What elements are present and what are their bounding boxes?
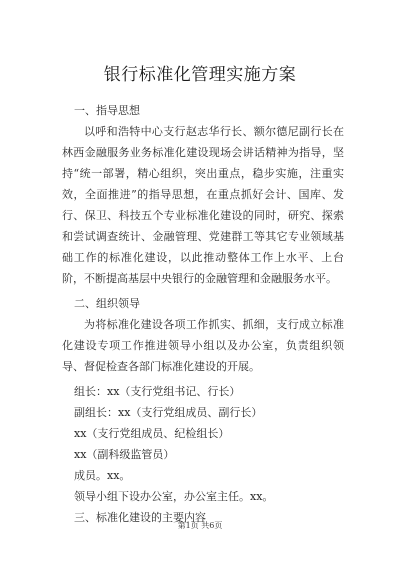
document-title: 银行标准化管理实施方案 (103, 65, 297, 85)
org-line-leader: 组长：xx（支行党组书记、行长） (74, 385, 241, 398)
section-paragraph-2: 为将标准化建设各项工作抓实、抓细，支行成立标准化建设专项工作推进领导小组以及办公室，负责组织领导、督促检查各部门标准化建设的开展。 (62, 318, 344, 373)
org-line-discipline: xx（支行党组成员、纪检组长） (74, 427, 230, 440)
page-footer: 第1页 共6页 (177, 521, 223, 530)
org-line-supervisor: xx（副科级监管员） (74, 448, 175, 461)
section-heading-3: 三、标准化建设的主要内容 (74, 511, 206, 524)
org-line-members: 成员。xx。 (74, 469, 131, 482)
org-line-deputy: 副组长：xx（支行党组成员、副行长） (74, 406, 263, 419)
document-body (62, 100, 344, 528)
org-line-office: 领导小组下设办公室，办公室主任。xx。 (74, 490, 274, 503)
section-heading-2: 二、组织领导 (74, 297, 140, 310)
section-paragraph-1: 以呼和浩特中心支行赵志华行长、额尔德尼副行长在林西金融服务业务标准化建设现场会讲话精神为指导，坚持“统一部署，精心组织，突出重点，稳步实施，注重实效，全面推进”的指导思想，在重点抓好会计、国库、发行、保卫、科技五个专业标准化建设的同时，研究、探索和尝试调查统计、金融管理、党建群工等其它专业领域基础工作的标准化建设，以此推动整体工作上水平、上台阶，不断提高基层中央银行的金融管理和金融服务水平。 (62, 125, 344, 285)
section-heading-1: 一、指导思想 (74, 104, 140, 117)
